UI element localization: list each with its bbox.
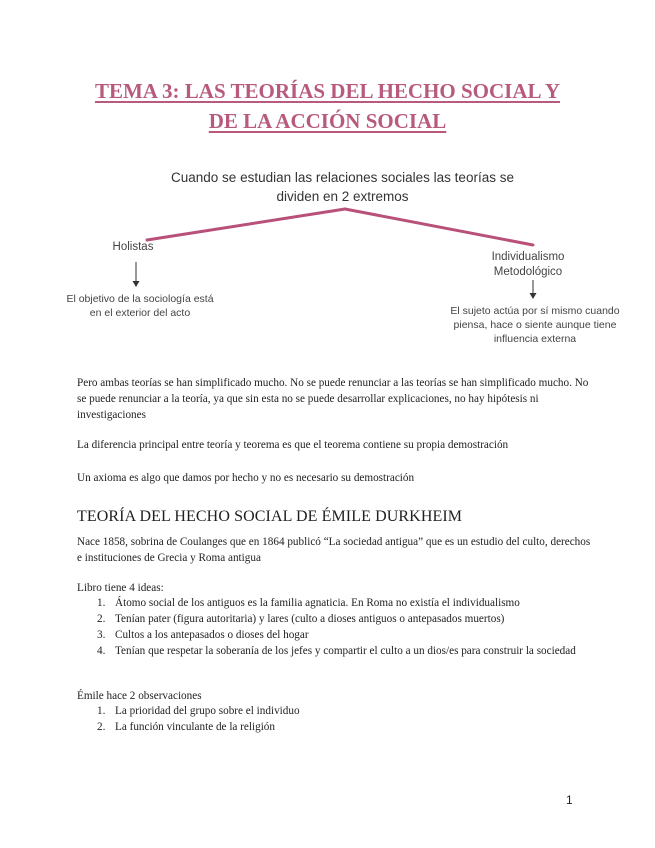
- diagram-left-branch: [147, 209, 345, 240]
- list-item-text: Cultos a los antepasados o dioses del hogar: [115, 629, 309, 641]
- title-line-2: DE LA ACCIÓN SOCIAL: [208, 109, 447, 133]
- list-item-number: 4.: [97, 645, 106, 657]
- individualismo-desc-line-2: piensa, hace o siente aunque tiene: [453, 319, 617, 331]
- list-item-number: 2.: [97, 613, 106, 625]
- list-item: [77, 643, 577, 659]
- individualismo-desc-line-3: influencia externa: [493, 333, 577, 345]
- paragraph-theory-vs-theorem: La diferencia principal entre teoría y teorema es que el teorema contiene su propia demostración: [77, 439, 509, 451]
- list-item-text: Tenían que respetar la soberanía de los jefes y compartir el culto a un dios/es para construir la sociedad: [115, 645, 576, 657]
- right-arrow-head: [530, 293, 537, 299]
- paragraph-observations-intro: Émile hace 2 observaciones: [77, 690, 202, 702]
- list-item-number: 2.: [97, 721, 106, 733]
- diagram-heading-line-1: Cuando se estudian las relaciones sociales las teorías se: [171, 170, 514, 185]
- holistas-description: [60, 292, 220, 320]
- diagram-heading-line-2: dividen en 2 extremos: [276, 189, 409, 204]
- paragraph-book-intro: Libro tiene 4 ideas:: [77, 582, 164, 594]
- individualismo-label-line-1: Individualismo: [491, 251, 565, 263]
- list-item: [77, 595, 577, 611]
- section-heading: TEORÍA DEL HECHO SOCIAL DE ÉMILE DURKHEIM: [77, 508, 463, 525]
- paragraph-durkheim-intro: Nace 1858, sobrina de Coulanges que en 1864 publicó “La sociedad antigua” que es un estudio del culto, derechos e instituciones de Grecia y Roma antigua: [77, 536, 591, 564]
- diagram-right-branch: [345, 209, 533, 245]
- list-item-number: 1.: [97, 597, 106, 609]
- page-number: 1: [566, 793, 573, 807]
- individualismo-desc-line-1: El sujeto actúa por sí mismo cuando: [450, 305, 620, 317]
- holistas-label: Holistas: [112, 241, 154, 253]
- individualismo-label: [468, 250, 588, 280]
- list-item-number: 3.: [97, 629, 106, 641]
- list-item: [77, 627, 577, 643]
- list-item-text: La prioridad del grupo sobre el individuo: [115, 705, 300, 717]
- list-item-number: 1.: [97, 705, 106, 717]
- paragraph-axiom: Un axioma es algo que damos por hecho y no es necesario su demostración: [77, 472, 415, 484]
- paragraph-simplification: Pero ambas teorías se han simplificado mucho. No se puede renunciar a las teorías se han simplificado mucho. No se puede renunciar a la teoría, ya que sin esta no se puede desarrollar explicaciones, no hay hipótesis ni investigaciones: [77, 377, 589, 421]
- list-item-text: La función vinculante de la religión: [115, 721, 275, 733]
- list-item: [77, 611, 577, 627]
- book-ideas-list: [77, 595, 577, 659]
- left-arrow-head: [133, 281, 140, 287]
- observations-list: [77, 703, 577, 735]
- diagram-heading: [170, 168, 515, 206]
- list-item-text: Átomo social de los antiguos es la familia agnaticia. En Roma no existía el individualismo: [115, 597, 520, 609]
- list-item: [77, 719, 577, 735]
- holistas-desc-line-2: en el exterior del acto: [89, 307, 191, 319]
- title-line-1: TEMA 3: LAS TEORÍAS DEL HECHO SOCIAL Y: [94, 79, 561, 103]
- holistas-desc-line-1: El objetivo de la sociología está: [66, 293, 214, 305]
- individualismo-description: [440, 304, 630, 346]
- list-item: [77, 703, 577, 719]
- individualismo-label-line-2: Metodológico: [493, 266, 563, 278]
- list-item-text: Tenían pater (figura autoritaria) y lares (culto a dioses antiguos o antepasados muertos): [115, 613, 505, 625]
